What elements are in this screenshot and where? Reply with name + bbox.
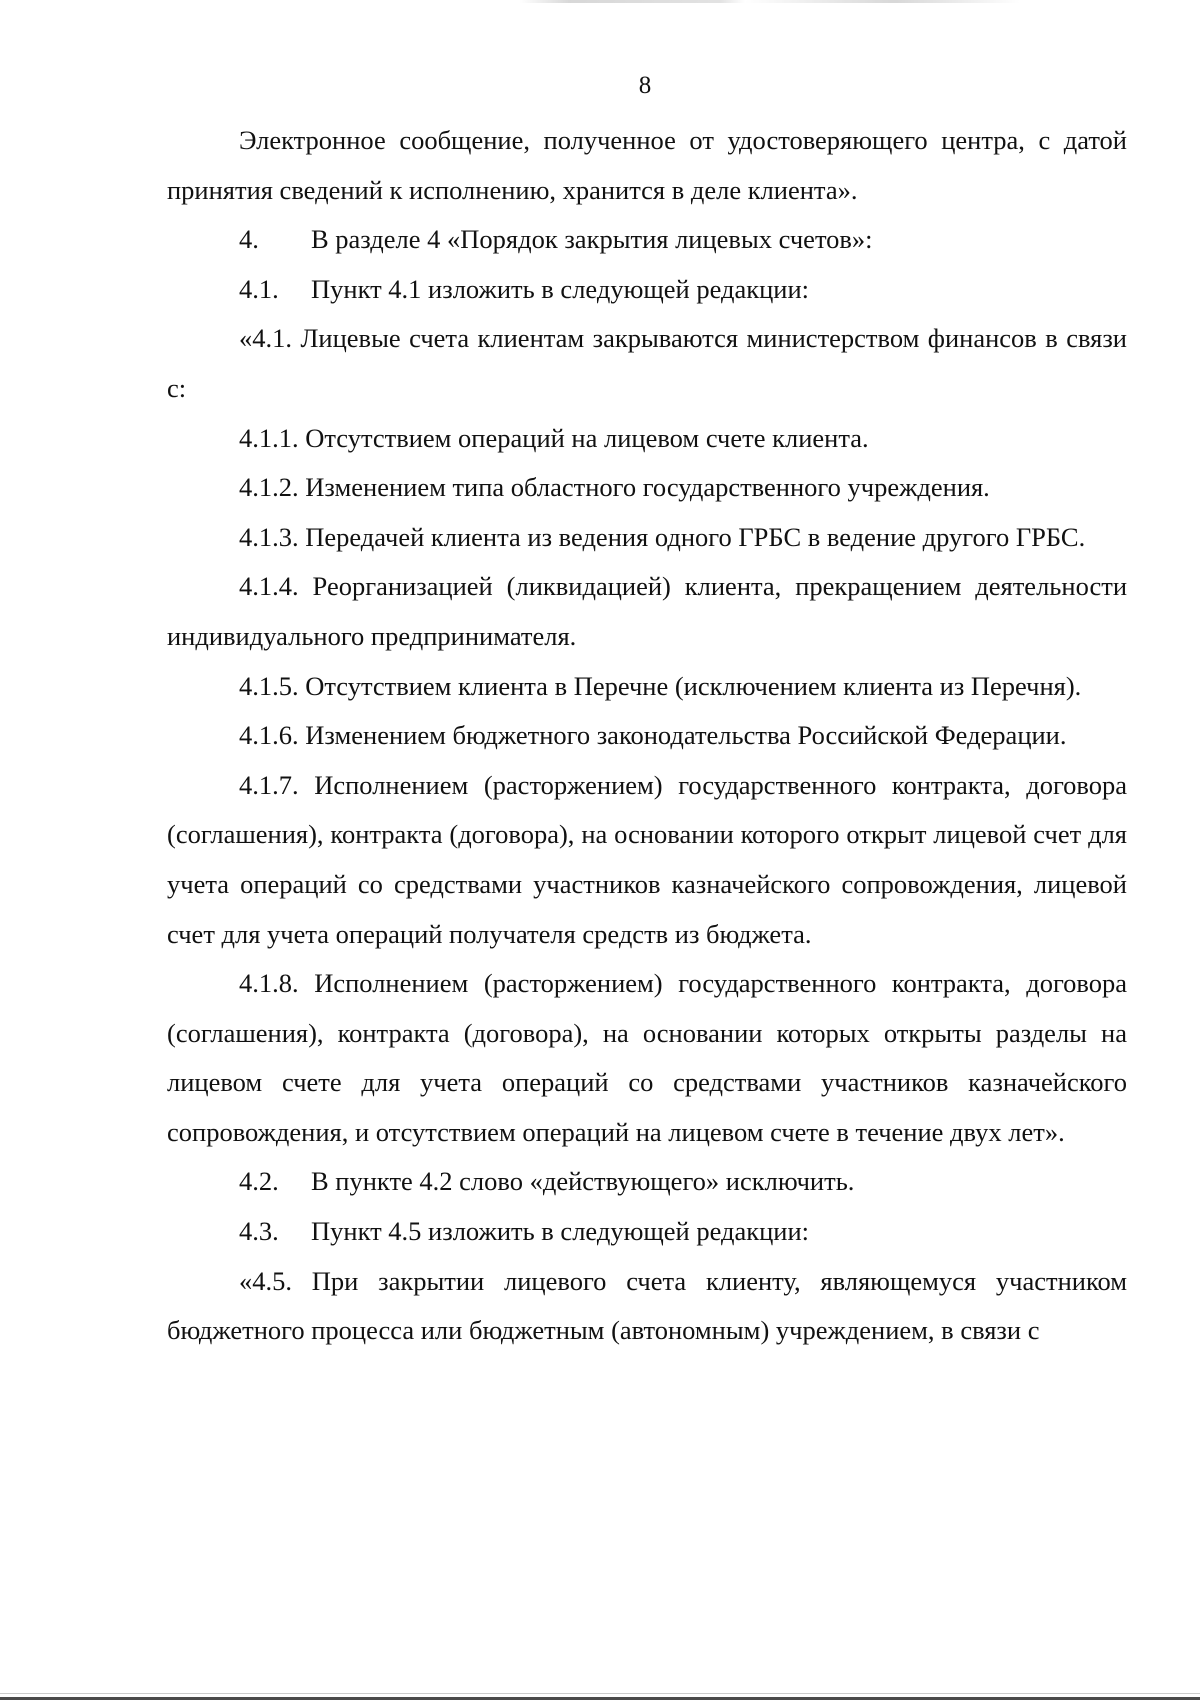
scan-artifact-bottom-faint [0,1693,1200,1694]
scan-artifact-bottom-line [0,1697,1200,1700]
paragraph-4-1-7: 4.1.7. Исполнением (расторжением) государственного контракта, договора (соглашения), контракта (договора), на основании которого открыт лицевой счет для учета операций со средствами участников казначейского сопровождения, лицевой счет для учета операций получателя средств из бюджета. [167,769,1127,949]
paragraph-signature-message: Электронное сообщение, полученное от удостоверяющего центра, с датой принятия сведений к исполнению, хранится в деле клиента». [167,125,1127,205]
paragraph-4-5: «4.5. При закрытии лицевого счета клиенту, являющемуся участником бюджетного процесса или бюджетным (автономным) учреждением, в связи с [167,1265,1127,1346]
paragraph-4-1-2: 4.1.2. Изменением типа областного государственного учреждения. [239,472,990,503]
paragraph-4-1-5: 4.1.5. Отсутствием клиента в Перечне (исключением клиента из Перечня). [239,670,1082,701]
paragraph-4-1-8: 4.1.8. Исполнением (расторжением) государственного контракта, договора (соглашения), контракта (договора), на основании которых открыты разделы на лицевом счете для учета операций со средствами участников казначейского сопровождения, и отсутствием операций на лицевом счете в течение двух лет». [167,968,1127,1147]
paragraph-4-1-3: 4.1.3. Передачей клиента из ведения одного ГРБС в ведение другого ГРБС. [239,521,1086,552]
item-number: 4.1. [239,273,279,304]
paragraph-4-1: «4.1. Лицевые счета клиентам закрываются министерством финансов в связи с: [167,323,1127,403]
item-text: В пункте 4.2 слово «действующего» исключить. [311,1166,855,1197]
paragraph-4-1-4: 4.1.4. Реорганизацией (ликвидацией) клиента, прекращением деятельности индивидуального предпринимателя. [167,571,1127,651]
paragraph-4-3 [167,1207,1127,1257]
page-number: 8 [638,72,652,99]
item-text: Пункт 4.5 изложить в следующей редакции: [311,1216,810,1247]
item-text: В разделе 4 «Порядок закрытия лицевых счетов»: [311,224,873,255]
document-body [167,116,1127,1356]
item-number: 4.3. [239,1216,279,1247]
paragraph-4-1-1: 4.1.1. Отсутствием операций на лицевом счете клиента. [239,422,869,453]
paragraph-4-1-6: 4.1.6. Изменением бюджетного законодательства Российской Федерации. [239,720,1067,751]
paragraph-4-1-amend [167,265,1127,315]
paragraph-section-4 [167,215,1127,265]
item-text: Пункт 4.1 изложить в следующей редакции: [311,273,810,304]
item-number: 4.2. [239,1166,279,1197]
paragraph-4-2 [167,1157,1127,1207]
item-number: 4. [239,224,259,255]
scan-artifact-top [520,0,1020,3]
